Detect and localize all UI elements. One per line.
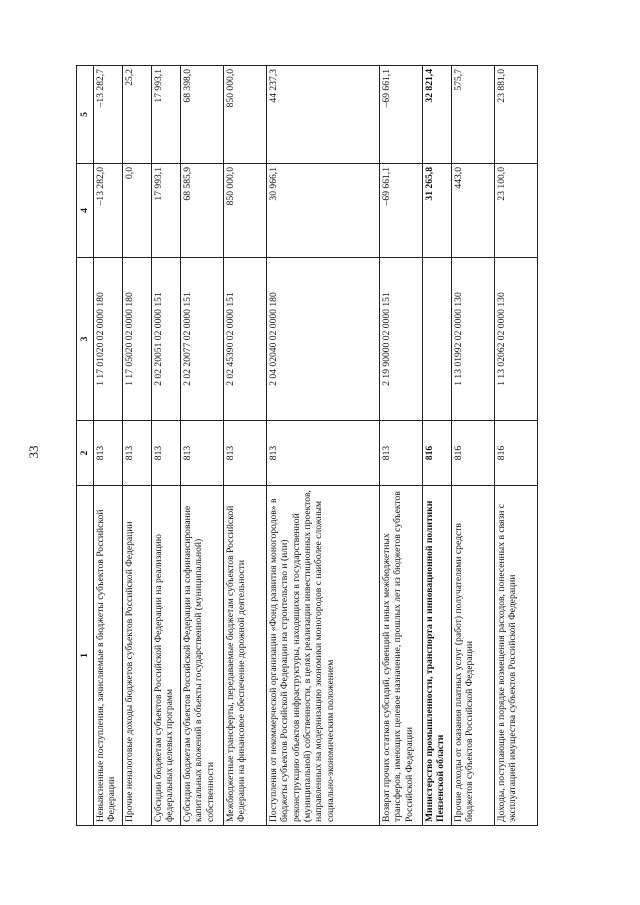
- row-admin-code-cell: 813: [94, 421, 123, 486]
- table-row: [152, 66, 181, 826]
- row-admin-code-cell: 813: [123, 421, 152, 486]
- row-value-col4-cell: 17 993,1: [152, 164, 181, 258]
- row-value-col5-cell: 44 237,3: [267, 66, 380, 164]
- row-revenue-code-cell: 1 17 05020 02 0000 180: [123, 258, 152, 421]
- row-value-col4-cell: –13 282,0: [94, 164, 123, 258]
- row-admin-code-cell: 816: [452, 421, 495, 486]
- row-value-col5-cell: 32 821,4: [423, 66, 452, 164]
- row-name-cell: Доходы, поступающие в порядке возмещения расходов, понесенных в связи с эксплуатацией имущества субъектов Российской Федерации: [495, 486, 538, 826]
- row-value-col5-cell: 17 993,1: [152, 66, 181, 164]
- header-col-4: 4: [77, 164, 94, 258]
- row-admin-code-cell: 816: [495, 421, 538, 486]
- table-row: [267, 66, 380, 826]
- row-value-col5-cell: 25,2: [123, 66, 152, 164]
- table-header-row: [77, 66, 94, 826]
- row-value-col4-cell: 0,0: [123, 164, 152, 258]
- rotated-table-container: [76, 66, 580, 826]
- row-admin-code-cell: 816: [423, 421, 452, 486]
- row-revenue-code-cell: 1 13 01992 02 0000 130: [452, 258, 495, 421]
- row-name-cell: Субсидии бюджетам субъектов Российской Федерации на софинансирование капитальных вложений в объекты государственной (муниципальной) собственности: [181, 486, 224, 826]
- row-revenue-code-cell: 2 02 20051 02 0000 151: [152, 258, 181, 421]
- row-name-cell: Поступления от некоммерческой организации «Фонд развития моногородов» в бюджеты субъектов Российской Федерации на строительство и (или) реконструкцию объектов инфраструктуры, находящихся в государственной (муниципальной) собственности, в целях реализации инвестиционных проектов, направленных на модернизацию экономики моногородов с наиболее сложным социально-экономическим положением: [267, 486, 380, 826]
- row-revenue-code-cell: 1 13 02062 02 0000 130: [495, 258, 538, 421]
- table-row: [123, 66, 152, 826]
- row-value-col4-cell: 30 966,1: [267, 164, 380, 258]
- header-col-1: 1: [77, 486, 94, 826]
- page-number: 33: [26, 445, 41, 459]
- table-row: [423, 66, 452, 826]
- row-value-col5-cell: –13 282,7: [94, 66, 123, 164]
- row-name-cell: Прочие доходы от оказания платных услуг (работ) получателями средств бюджетов субъектов Российской Федерации: [452, 486, 495, 826]
- header-col-3: 3: [77, 258, 94, 421]
- header-col-5: 5: [77, 66, 94, 164]
- row-name-cell: Министерство промышленности, транспорта и инновационной политики Пензенской области: [423, 486, 452, 826]
- row-admin-code-cell: 813: [267, 421, 380, 486]
- row-admin-code-cell: 813: [224, 421, 267, 486]
- row-value-col5-cell: 68 398,0: [181, 66, 224, 164]
- row-value-col4-cell: 68 585,9: [181, 164, 224, 258]
- row-value-col4-cell: –69 661,1: [380, 164, 423, 258]
- row-name-cell: Прочие неналоговые доходы бюджетов субъектов Российской Федерации: [123, 486, 152, 826]
- row-revenue-code-cell: 2 19 90000 02 0000 151: [380, 258, 423, 421]
- table-row: [224, 66, 267, 826]
- row-value-col4-cell: 31 265,8: [423, 164, 452, 258]
- row-value-col5-cell: 850 000,0: [224, 66, 267, 164]
- row-admin-code-cell: 813: [181, 421, 224, 486]
- row-value-col4-cell: 23 100,0: [495, 164, 538, 258]
- table-body: [94, 66, 538, 826]
- row-name-cell: Возврат прочих остатков субсидий, субвенций и иных межбюджетных трансферов, имеющих целевое назначение, прошлых лет из бюджетов субъектов Российской Федерации: [380, 486, 423, 826]
- row-name-cell: Невыясненные поступления, зачисляемые в бюджеты субъектов Российской Федерации: [94, 486, 123, 826]
- table-row: [181, 66, 224, 826]
- row-admin-code-cell: 813: [152, 421, 181, 486]
- row-name-cell: Субсидии бюджетам субъектов Российской Федерации на реализацию федеральных целевых программ: [152, 486, 181, 826]
- row-value-col5-cell: 23 881,0: [495, 66, 538, 164]
- row-revenue-code-cell: 1 17 01020 02 0000 180: [94, 258, 123, 421]
- row-admin-code-cell: 813: [380, 421, 423, 486]
- row-revenue-code-cell: 2 02 45390 02 0000 151: [224, 258, 267, 421]
- row-value-col4-cell: 443,0: [452, 164, 495, 258]
- row-value-col5-cell: 575,7: [452, 66, 495, 164]
- row-name-cell: Межбюджетные трансферты, передаваемые бюджетам субъектов Российской Федерации на финансовое обеспечение дорожной деятельности: [224, 486, 267, 826]
- row-revenue-code-cell: [423, 258, 452, 421]
- row-revenue-code-cell: 2 02 20077 02 0000 151: [181, 258, 224, 421]
- table-row: [380, 66, 423, 826]
- row-revenue-code-cell: 2 04 02040 02 0000 180: [267, 258, 380, 421]
- budget-revenue-table: [76, 65, 538, 826]
- row-value-col4-cell: 850 000,0: [224, 164, 267, 258]
- table-row: [94, 66, 123, 826]
- row-value-col5-cell: –69 661,1: [380, 66, 423, 164]
- table-row: [495, 66, 538, 826]
- header-col-2: 2: [77, 421, 94, 486]
- table-row: [452, 66, 495, 826]
